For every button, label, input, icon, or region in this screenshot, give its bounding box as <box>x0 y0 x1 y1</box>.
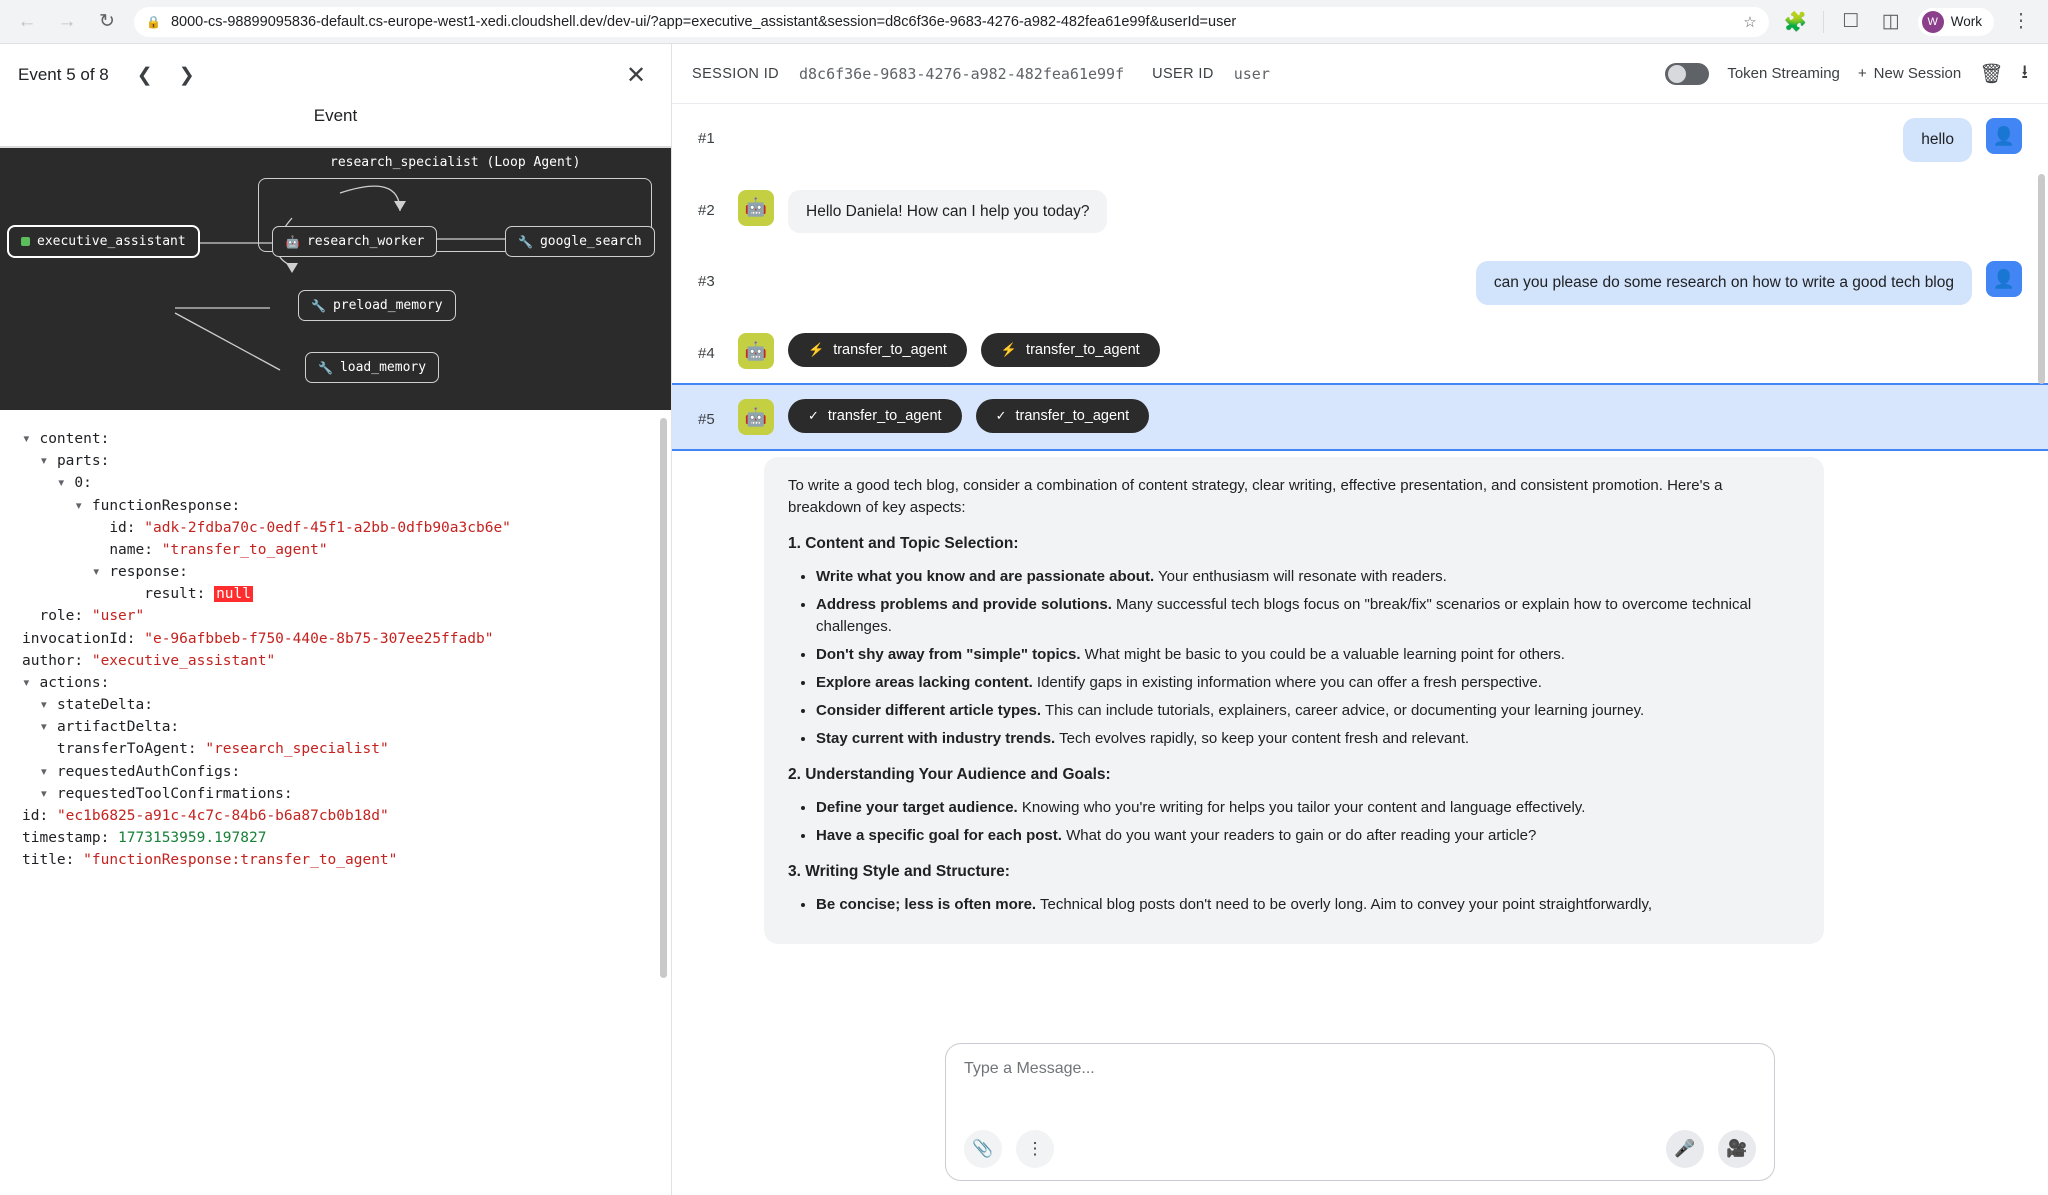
check-icon: ✓ <box>995 408 1007 424</box>
answer-bullet-list <box>788 894 1800 916</box>
json-line: ▾ stateDelta: <box>39 697 153 714</box>
answer-section-heading: 3. Writing Style and Structure: <box>788 863 1010 881</box>
answer-bullet-item: • Have a specific goal for each post. What do you want your readers to gain or do after reading your article? <box>816 825 1800 847</box>
message-index: #5 <box>698 411 715 429</box>
composer-area <box>672 1027 2048 1195</box>
answer-section-heading: 1. Content and Topic Selection: <box>788 535 1019 553</box>
answer-bullet-item: • Be concise; less is often more. Technical blog posts don't need to be overly long. Aim to convey your point straightforwardly, <box>816 894 1800 916</box>
token-streaming-toggle[interactable] <box>1665 63 1709 85</box>
json-line: transferToAgent: "research_specialist" <box>56 741 389 758</box>
answer-bullet-item: • Don't shy away from "simple" topics. What might be basic to you could be a valuable learning point for others. <box>816 644 1800 666</box>
agent-avatar-icon: 🤖 <box>738 190 774 226</box>
address-bar[interactable] <box>134 7 1769 37</box>
answer-sections <box>788 533 1800 916</box>
close-icon[interactable]: ✕ <box>625 61 647 89</box>
microphone-icon[interactable]: 🎤 <box>1666 1130 1704 1168</box>
json-line: id: "ec1b6825-a91c-4c7c-84b6-b6a87cb0b18d" <box>22 807 389 824</box>
page-body <box>0 44 2048 1195</box>
browser-toolbar <box>0 0 2048 44</box>
answer-bullet-item: • Define your target audience. Knowing who you're writing for helps you tailor your content and language effectively. <box>816 797 1800 819</box>
new-session-button[interactable] <box>1858 65 1961 82</box>
composer-tools <box>964 1130 1756 1168</box>
message-input-placeholder[interactable]: Type a Message... <box>964 1060 1095 1077</box>
json-line: id: "adk-2fdba70c-0edf-45f1-a2bb-0dfb90a3cb6e" <box>109 519 511 536</box>
message-composer[interactable] <box>945 1043 1775 1181</box>
json-line: ▾ 0: <box>56 475 92 492</box>
agent-avatar-icon: 🤖 <box>738 399 774 435</box>
toolbar-divider <box>1823 11 1824 33</box>
chevron-right-icon[interactable]: ❯ <box>178 64 195 86</box>
paperclip-icon[interactable]: 📎 <box>964 1130 1002 1168</box>
json-line: role: "user" <box>39 608 145 625</box>
graph-node-label: research_worker <box>306 234 425 249</box>
video-camera-icon[interactable]: 🎥 <box>1718 1130 1756 1168</box>
answer-bullet-item: • Address problems and provide solutions. Many successful tech blogs focus on "break/fix" scenarios or explain how to overcome technical challenges. <box>816 594 1800 638</box>
profile-name: Work <box>1950 14 1982 29</box>
function-call-label: transfer_to_agent <box>827 408 942 425</box>
function-call-chip[interactable] <box>976 399 1150 433</box>
json-line: ▾ requestedToolConfirmations: <box>39 785 293 802</box>
user-message-bubble: can you please do some research on how to write a good tech blog <box>1476 261 1972 305</box>
token-streaming-label: Token Streaming <box>1727 65 1840 82</box>
function-call-chip[interactable] <box>788 333 967 367</box>
function-call-chip[interactable] <box>981 333 1160 367</box>
answer-bullet-list <box>788 797 1800 847</box>
profile-chip[interactable] <box>1918 8 1994 36</box>
event-counter: Event 5 of 8 <box>18 65 109 84</box>
json-lines <box>22 428 649 871</box>
event-detail-panel <box>0 44 672 1195</box>
trash-icon[interactable]: 🗑 <box>1979 63 2004 85</box>
function-call-chip[interactable] <box>788 399 962 433</box>
answer-intro: To write a good tech blog, consider a combination of content strategy, clear writing, effective presentation, and consistent promotion. Here's a breakdown of key aspects: <box>788 477 1723 517</box>
back-arrow-icon[interactable]: ← <box>17 10 37 32</box>
chat-message-row[interactable] <box>672 383 2048 451</box>
json-line: ▾ artifactDelta: <box>39 719 180 736</box>
answer-section-heading: 2. Understanding Your Audience and Goals: <box>788 766 1111 784</box>
graph-node-label: google_search <box>539 234 642 249</box>
agent-avatar-icon: 🤖 <box>738 333 774 369</box>
lock-icon: 🔒 <box>146 14 161 29</box>
function-call-chip-row <box>788 399 1149 433</box>
session-id-label: SESSION ID <box>692 65 779 82</box>
graph-node-google-search[interactable] <box>505 226 655 257</box>
avatar: W <box>1922 11 1944 33</box>
message-index: #4 <box>698 345 715 363</box>
cast-icon[interactable]: ☐ <box>1842 11 1860 32</box>
function-call-chip-row <box>788 333 1160 367</box>
chat-panel <box>672 44 2048 1195</box>
bolt-icon: ⚡ <box>808 342 825 358</box>
event-json-tree[interactable] <box>0 410 671 1195</box>
json-line: author: "executive_assistant" <box>22 652 276 669</box>
address-bar-url: 8000-cs-98899095836-default.cs-europe-west1-xedi.cloudshell.dev/dev-ui/?app=executive_assistant&session=d8c6f36e-9683-4276-a982-482fea61e99f&userId=user <box>170 13 1237 30</box>
kebab-menu-icon[interactable]: ⋮ <box>2011 11 2031 32</box>
function-call-label: transfer_to_agent <box>1026 342 1140 359</box>
json-line: title: "functionResponse:transfer_to_agent" <box>22 852 398 869</box>
graph-cluster-label: research_specialist (Loop Agent) <box>330 155 581 170</box>
json-scrollbar[interactable] <box>660 418 667 978</box>
chat-header-actions <box>1665 58 2028 90</box>
chat-message-row[interactable] <box>672 319 2048 383</box>
chat-header <box>672 44 2048 104</box>
json-line: name: "transfer_to_agent" <box>109 541 328 558</box>
messages-container <box>672 104 2048 451</box>
wrench-icon: 🔧 <box>311 298 326 313</box>
plus-icon: + <box>1857 65 1867 82</box>
vertical-dots-icon[interactable]: ⋮ <box>1016 1130 1054 1168</box>
new-session-label: New Session <box>1873 65 1962 82</box>
user-id-value: user <box>1233 64 1270 83</box>
event-panel-title: Event <box>313 106 358 125</box>
message-index: #1 <box>698 130 715 147</box>
robot-icon: 🤖 <box>285 234 300 249</box>
answer-bullet-item: • Explore areas lacking content. Identify gaps in existing information where you can offer a fresh perspective. <box>816 672 1800 694</box>
answer-bullet-item: • Write what you know and are passionate about. Your enthusiasm will resonate with readers. <box>816 566 1800 588</box>
chat-message-row[interactable] <box>672 247 2048 319</box>
user-id-label: USER ID <box>1152 65 1214 82</box>
agent-message-bubble: Hello Daniela! How can I help you today? <box>788 190 1107 234</box>
graph-node-label: executive_assistant <box>37 234 186 249</box>
download-icon[interactable]: ⭳ <box>2021 61 2028 83</box>
graph-node-label: preload_memory <box>332 298 443 313</box>
bookmark-star-icon[interactable]: ☆ <box>1743 13 1757 31</box>
json-line: timestamp: 1773153959.197827 <box>22 830 267 847</box>
wrench-icon: 🔧 <box>318 360 333 375</box>
answer-bullet-item: • Stay current with industry trends. Tech evolves rapidly, so keep your content fresh and relevant. <box>816 728 1800 750</box>
graph-node-label: load_memory <box>339 360 427 375</box>
chat-message-row[interactable] <box>672 104 2048 176</box>
message-index: #2 <box>698 201 715 219</box>
assistant-answer-card <box>764 457 1824 944</box>
json-line: ▾ requestedAuthConfigs: <box>39 763 241 780</box>
answer-bullet-item: • Consider different article types. This can include tutorials, explainers, career advice, or documenting your learning journey. <box>816 700 1800 722</box>
chrome-toolbar-right <box>1783 8 2034 36</box>
function-call-label: transfer_to_agent <box>1015 408 1130 425</box>
json-line: ▾ actions: <box>22 674 110 691</box>
extensions-puzzle-icon[interactable]: 🧩 <box>1783 11 1808 33</box>
chevron-left-icon[interactable]: ❮ <box>136 64 153 86</box>
agent-graph <box>0 148 671 410</box>
graph-node-preload-memory[interactable] <box>298 290 456 321</box>
answer-bullet-list <box>788 566 1800 750</box>
graph-node-executive-assistant[interactable] <box>8 226 199 257</box>
chat-message-row[interactable] <box>672 176 2048 248</box>
session-id-value: d8c6f36e-9683-4276-a982-482fea61e99f <box>799 64 1125 83</box>
check-icon: ✓ <box>808 408 819 424</box>
json-line: ▾ response: <box>91 564 188 581</box>
forward-arrow-icon[interactable]: → <box>57 10 77 32</box>
message-index: #3 <box>698 273 715 291</box>
user-message-bubble: hello <box>1903 118 1972 162</box>
user-avatar-icon: 👤 <box>1986 261 2022 297</box>
json-line: invocationId: "e-96afbbeb-f750-440e-8b75-307ee25ffadb" <box>22 630 494 647</box>
reload-icon[interactable]: ↻ <box>99 11 115 32</box>
json-line: ▾ parts: <box>39 453 110 470</box>
bolt-icon: ⚡ <box>1000 342 1018 358</box>
graph-node-research-worker[interactable] <box>272 226 437 257</box>
json-line: ▾ functionResponse: <box>74 497 241 514</box>
chat-scrollbar[interactable] <box>2038 174 2045 384</box>
user-avatar-icon: 👤 <box>1986 118 2022 154</box>
graph-node-load-memory[interactable] <box>305 352 439 383</box>
wrench-icon: 🔧 <box>518 234 533 249</box>
side-panel-icon[interactable]: ◫ <box>1881 11 1900 32</box>
function-call-label: transfer_to_agent <box>833 342 947 359</box>
event-panel-header <box>0 44 671 106</box>
json-line: ▾ content: <box>22 431 110 447</box>
json-line: result: null <box>144 586 251 603</box>
